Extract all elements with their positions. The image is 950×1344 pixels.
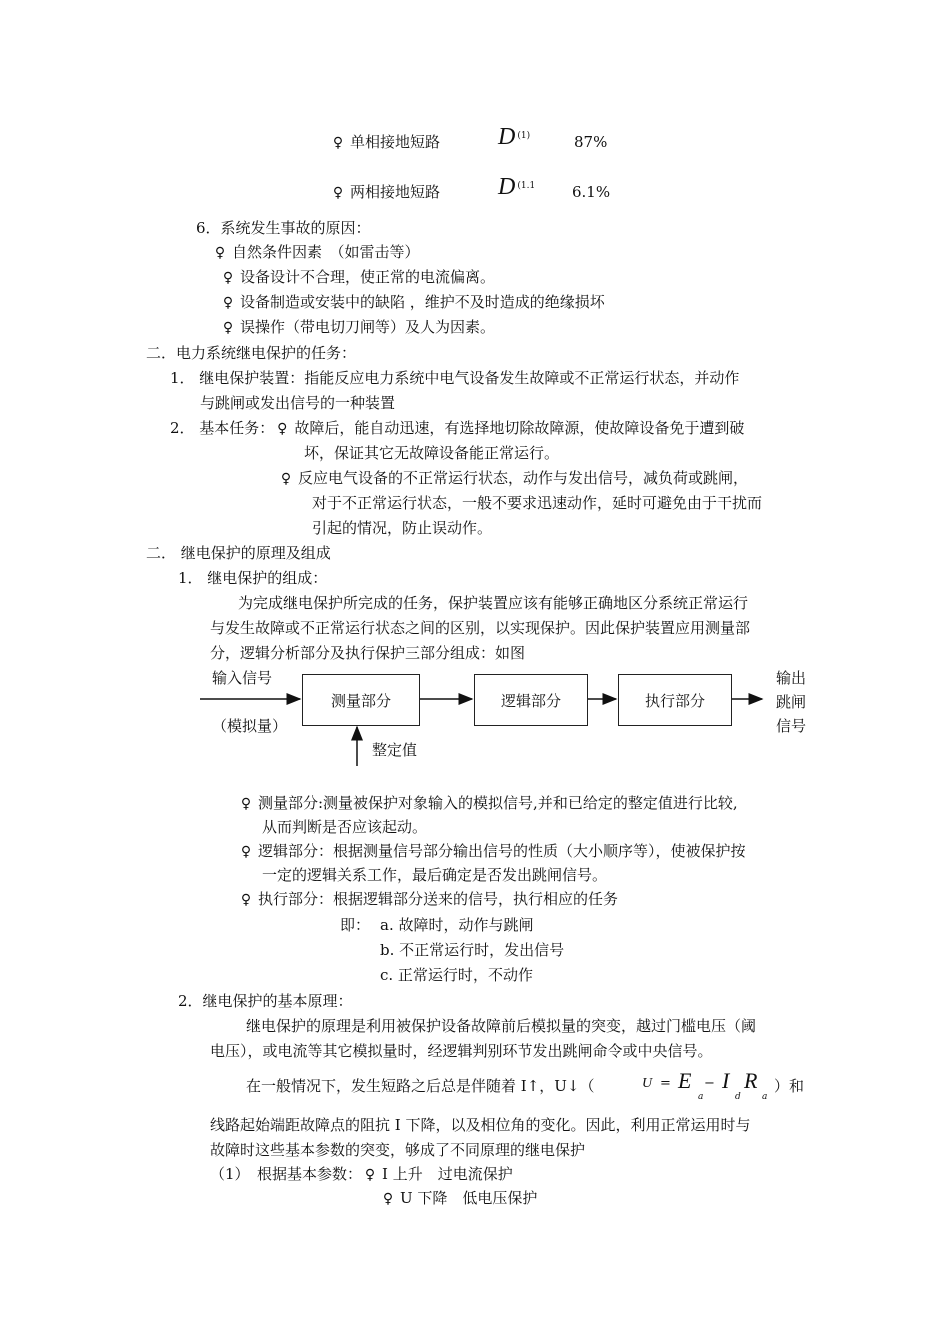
basic-params-label: （1） 根据基本参数： ♀ I 上升 过电流保护: [210, 1165, 513, 1183]
list-item: ♀ 误操作（带电切刀闸等）及人为因素。: [220, 317, 495, 338]
female-symbol-icon: ♀: [280, 471, 292, 487]
paragraph-line: 分，逻辑分析部分及执行保护三部分组成：如图: [210, 644, 526, 662]
fault-label: 两相接地短路: [350, 183, 441, 201]
paragraph-line: 继电保护的原理是利用被保护设备故障前后模拟量的突变，越过门槛电压（阈: [246, 1017, 757, 1035]
fault-label: 单相接地短路: [350, 133, 441, 151]
diagram-box-logic: 逻辑部分: [474, 674, 588, 726]
female-symbol-icon: ♀: [222, 320, 234, 336]
paragraph-line: 对于不正常运行状态，一般不要求迅速动作，延时可避免由于干扰而: [312, 494, 763, 512]
section-title: 6．系统发生事故的原因：: [196, 219, 371, 237]
section-title: 二．电力系统继电保护的任务：: [146, 344, 357, 362]
list-item: ♀ 设备设计不合理，使正常的电流偏离。: [220, 267, 495, 288]
subsection-title: 1． 继电保护的组成：: [178, 569, 328, 587]
paragraph-line: 在一般情况下，发生短路之后总是伴随着 I↑，U↓（: [246, 1077, 595, 1095]
diagram-setting-label: 整定值: [372, 741, 418, 759]
paragraph-line: 故障时这些基本参数的突变，够成了不同原理的继电保护: [210, 1141, 586, 1159]
paragraph-line: 与发生故障或不正常运行状态之间的区别，以实现保护。因此保护装置应用测量部: [210, 619, 751, 637]
fault-symbol: D $^{(1)}$: [498, 124, 531, 150]
list-item: ♀ U 下降 低电压保护: [380, 1188, 537, 1209]
formula: U = E a − I d R a: [642, 1068, 768, 1102]
list-item: a. 故障时，动作与跳闸: [380, 916, 534, 934]
paragraph-line: 为完成继电保护所完成的任务，保护装置应该有能够正确地区分系统正常运行: [238, 594, 749, 612]
paragraph-line: 1． 继电保护装置：指能反应电力系统中电气设备发生故障或不正常运行状态，并动作: [170, 369, 740, 387]
section-title: 二． 继电保护的原理及组成: [146, 544, 331, 562]
female-symbol-icon: ♀: [214, 245, 226, 261]
female-symbol-icon: ♀: [364, 1167, 376, 1183]
paragraph-line: 从而判断是否应该起动。: [262, 818, 428, 836]
list-item: ♀ 逻辑部分：根据测量信号部分输出信号的性质（大小顺序等），使被保护按: [238, 841, 746, 862]
female-symbol-icon: ♀: [277, 421, 288, 437]
female-symbol-icon: ♀: [222, 295, 234, 311]
paragraph-line: 坏，保证其它无故障设备能正常运行。: [304, 444, 560, 462]
diagram-output-label: 信号: [776, 717, 807, 735]
diagram-box-measure: 测量部分: [302, 674, 420, 726]
label-ji: 即：: [340, 916, 371, 934]
paragraph-line: 一定的逻辑关系工作，最后确定是否发出跳闸信号。: [262, 866, 608, 884]
diagram-input-label: 输入信号: [212, 669, 273, 687]
female-symbol-icon: ♀: [332, 135, 344, 151]
diagram-output-label: 跳闸: [776, 693, 807, 711]
list-item: ♀ 设备制造或安装中的缺陷 ，维护不及时造成的绝缘损坏: [220, 292, 605, 313]
diagram-analog-label: （模拟量）: [212, 717, 288, 735]
paragraph-line: 引起的情况，防止误动作。: [312, 519, 493, 537]
diagram-box-execute: 执行部分: [618, 674, 732, 726]
female-symbol-icon: ♀: [222, 270, 234, 286]
female-symbol-icon: ♀: [240, 892, 252, 908]
fault-percentage: 87%: [574, 133, 608, 151]
paragraph-line: 线路起始端距故障点的阻抗 I 下降，以及相位角的变化。因此，利用正常运用时与: [210, 1116, 751, 1134]
female-symbol-icon: ♀: [382, 1191, 394, 1207]
fault-symbol: D $^{(1.1}$: [498, 174, 536, 200]
list-item: c. 正常运行时，不动作: [380, 966, 533, 984]
paragraph-line: 与跳闸或发出信号的一种装置: [200, 394, 396, 412]
list-item: ♀ 测量部分:测量被保护对象输入的模拟信号,并和已给定的整定值进行比较,: [238, 793, 738, 814]
fault-percentage: 6.1%: [572, 183, 611, 201]
female-symbol-icon: ♀: [332, 185, 344, 201]
diagram-output-label: 输出: [776, 669, 807, 687]
paragraph-line: 电压），或电流等其它模拟量时，经逻辑判别环节发出跳闸命令或中央信号。: [210, 1042, 713, 1060]
list-item: b. 不正常运行时，发出信号: [380, 941, 565, 959]
female-symbol-icon: ♀: [240, 796, 252, 812]
paragraph-line: ）和: [774, 1077, 805, 1095]
list-item: ♀ 自然条件因素 （如雷击等）: [212, 242, 420, 263]
list-item: ♀ 执行部分：根据逻辑部分送来的信号，执行相应的任务: [238, 889, 618, 910]
female-symbol-icon: ♀: [240, 844, 252, 860]
task-label: 2． 基本任务： ♀ 故障后，能自动迅速，有选择地切除故障源，使故障设备免于遭到破: [170, 419, 745, 437]
subsection-title: 2．继电保护的基本原理：: [178, 992, 353, 1010]
list-item: ♀ 反应电气设备的不正常运行状态，动作与发出信号，减负荷或跳闸，: [278, 468, 748, 489]
